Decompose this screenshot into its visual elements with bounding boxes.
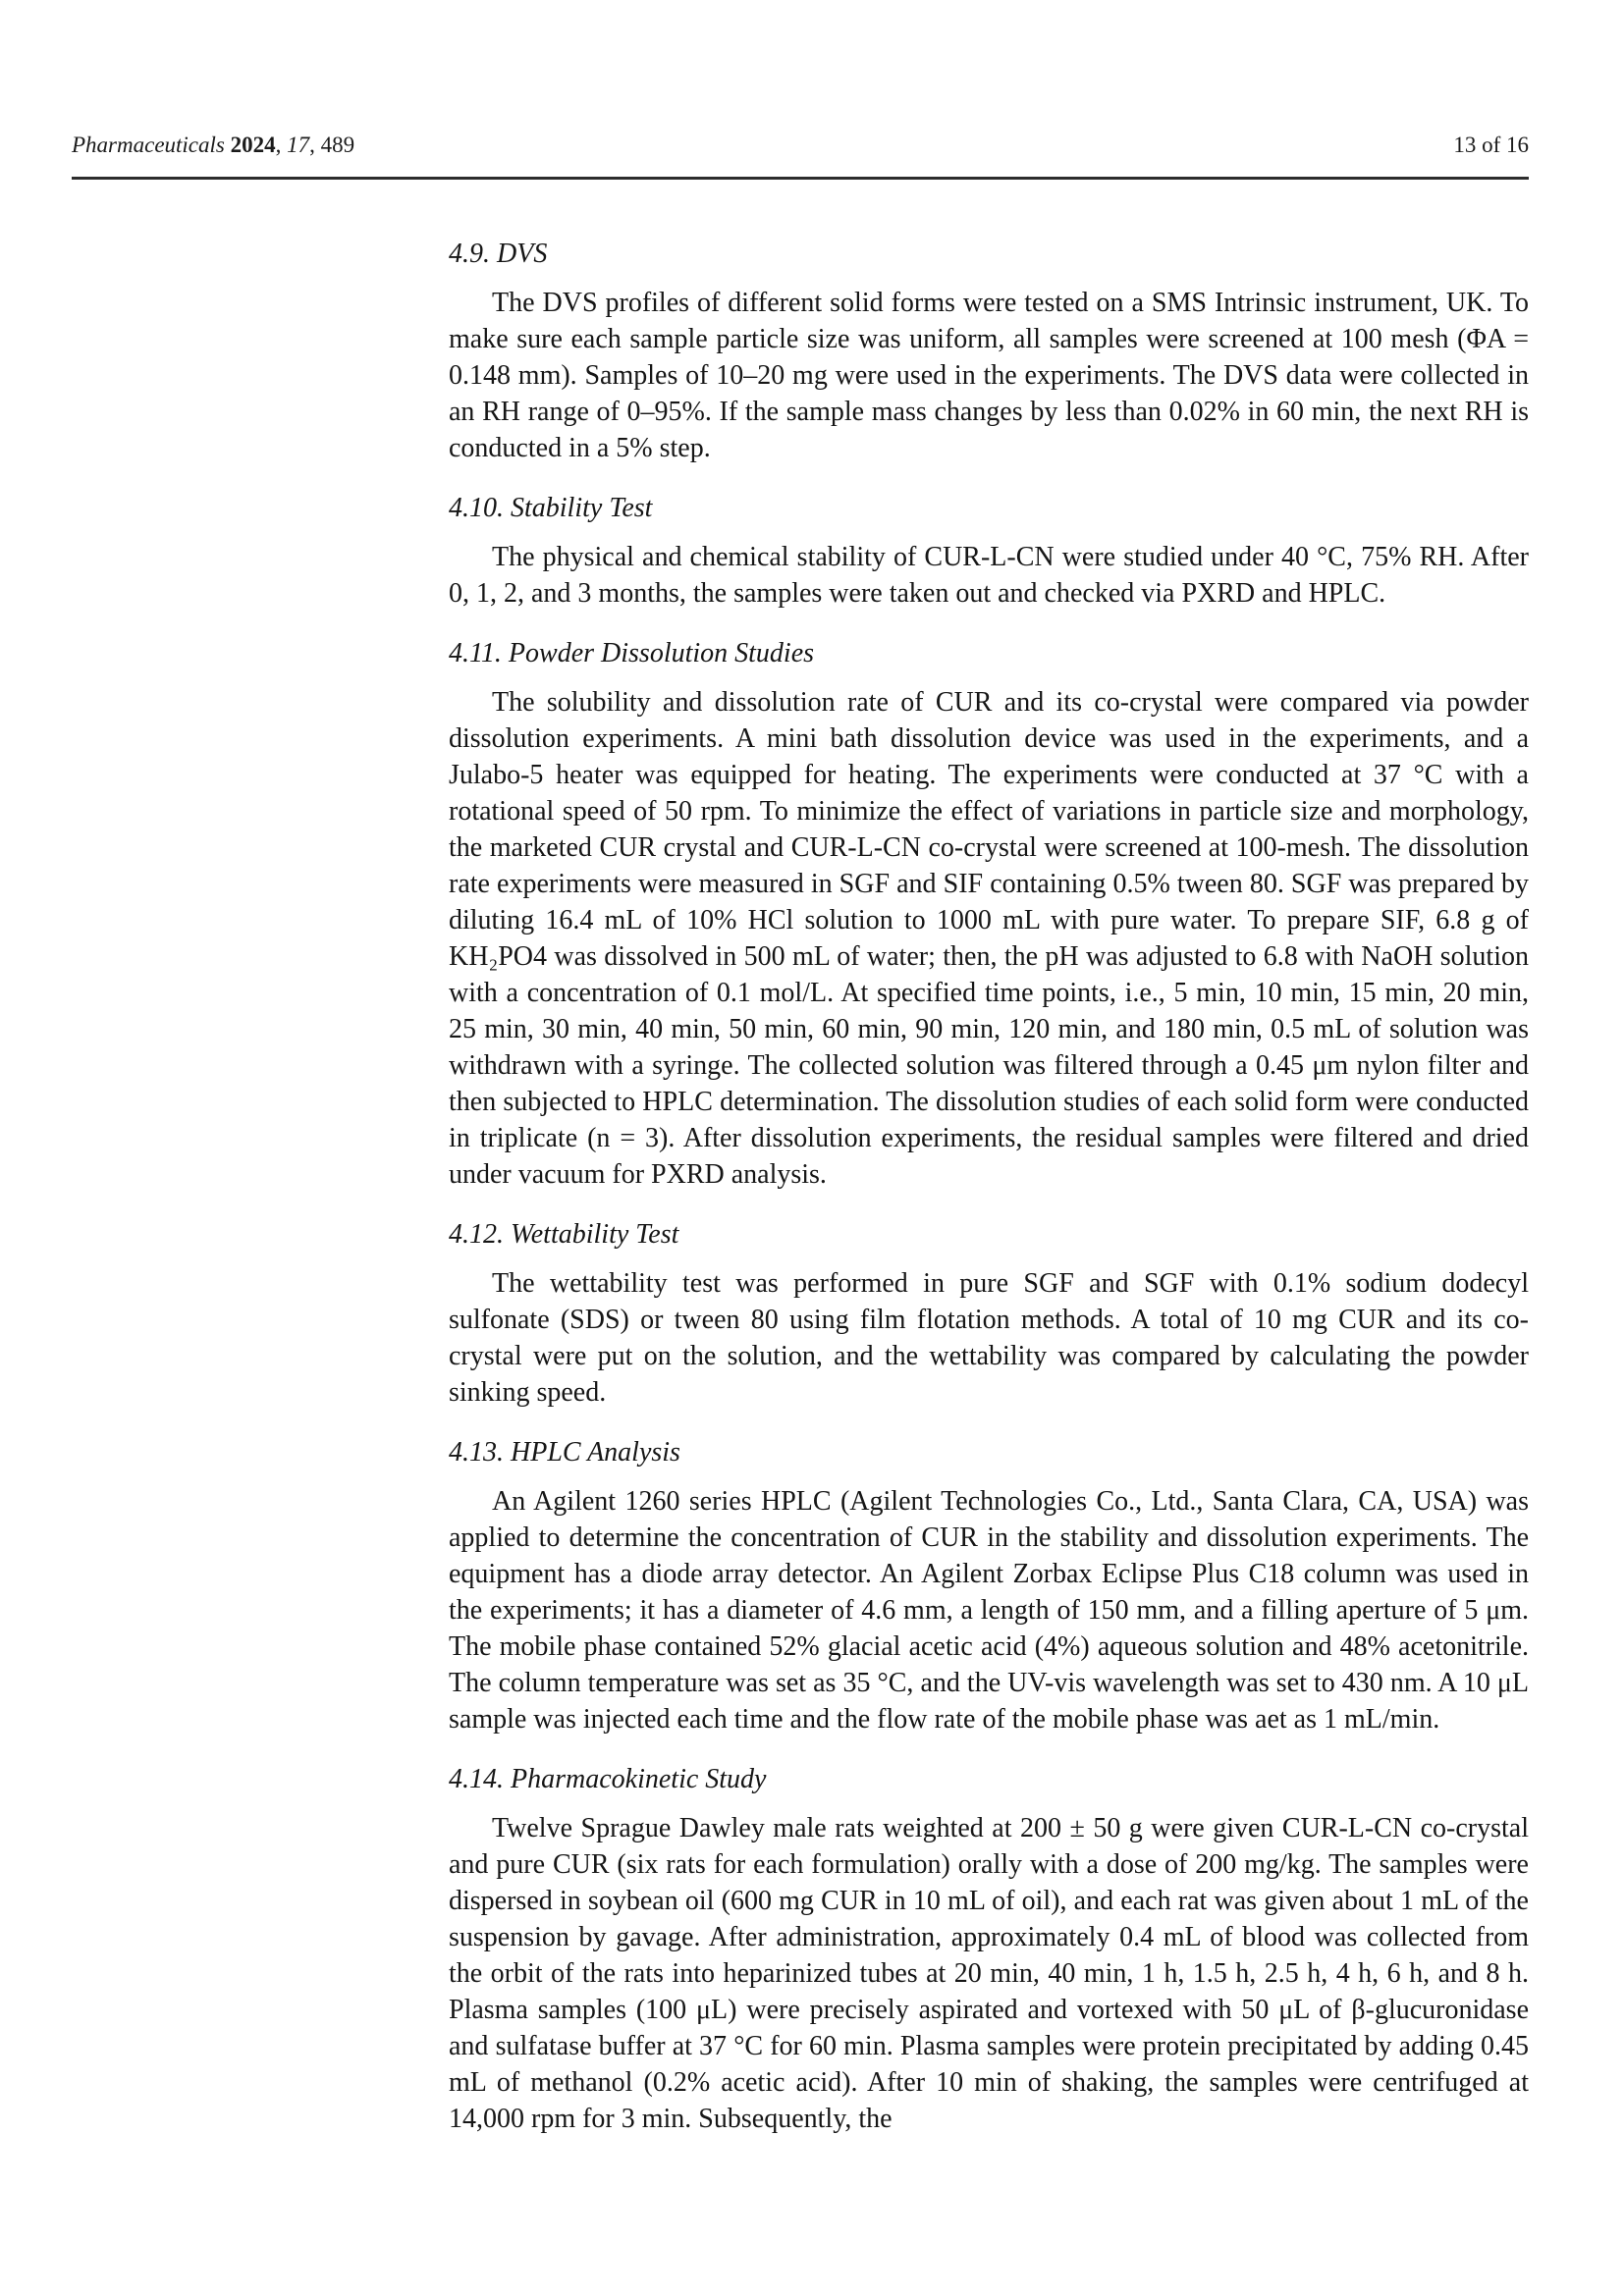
- section-heading: 4.14. Pharmacokinetic Study: [449, 1764, 767, 1794]
- section-paragraph: The wettability test was performed in pure SGF and SGF with 0.1% sodium dodecyl sulfonate (SDS) or tween 80 using film flotation methods. A total of 10 mg CUR and its co-crystal were put on the solution, and the wettability was compared by calculating the powder sinking speed.: [449, 1268, 1529, 1408]
- separator: ,: [275, 133, 288, 157]
- journal-year: 2024: [230, 133, 276, 157]
- section-paragraph: An Agilent 1260 series HPLC (Agilent Technologies Co., Ltd., Santa Clara, CA, USA) was applied to determine the concentration of CUR in the stability and dissolution experiments. The equipment has a diode array detector. An Agilent Zorbax Eclipse Plus C18 column was used in the experiments; it has a diameter of 4.6 mm, a length of 150 mm, and a filling aperture of 5 μm. The mobile phase contained 52% glacial acetic acid (4%) aqueous solution and 48% acetonitrile. The column temperature was set as 35 °C, and the UV-vis wavelength was set to 430 nm. A 10 μL sample was injected each time and the flow rate of the mobile phase was aet as 1 mL/min.: [449, 1486, 1529, 1735]
- section-heading: 4.9. DVS: [449, 239, 548, 269]
- section-4-12-wettability-test: [449, 1216, 1529, 1411]
- section-4-10-stability-test: [449, 490, 1529, 612]
- section-paragraph: The DVS profiles of different solid forms were tested on a SMS Intrinsic instrument, UK. To make sure each sample particle size was uniform, all samples were screened at 100 mesh (ΦA = 0.148 mm). Samples of 10–20 mg were used in the experiments. The DVS data were collected in an RH range of 0–95%. If the sample mass changes by less than 0.02% in 60 min, the next RH is conducted in a 5% step.: [449, 288, 1529, 463]
- section-heading: 4.13. HPLC Analysis: [449, 1437, 680, 1468]
- separator: ,: [309, 133, 321, 157]
- article-number: 489: [320, 133, 355, 157]
- section-paragraph: The solubility and dissolution rate of CUR and its co-crystal were compared via powder dissolution experiments. A mini bath dissolution device was used in the experiments, and a Julabo-5 heater was equipped for heating. The experiments were conducted at 37 °C with a rotational speed of 50 rpm. To minimize the effect of variations in particle size and morphology, the marketed CUR crystal and CUR-L-CN co-crystal were screened at 100-mesh. The dissolution rate experiments were measured in SGF and SIF containing 0.5% tween 80. SGF was prepared by diluting 16.4 mL of 10% HCl solution to 1000 mL with pure water. To prepare SIF, 6.8 g of KH₂PO4 was dissolved in 500 mL of water; then, the pH was adjusted to 6.8 with NaOH solution with a concentration of 0.1 mol/L. At specified time points, i.e., 5 min, 10 min, 15 min, 20 min, 25 min, 30 min, 40 min, 50 min, 60 min, 90 min, 120 min, and 180 min, 0.5 mL of solution was withdrawn with a syringe. The collected solution was filtered through a 0.45 μm nylon filter and then subjected to HPLC determination. The dissolution studies of each solid form were conducted in triplicate (n = 3). After dissolution experiments, the residual samples were filtered and dried under vacuum for PXRD analysis.: [449, 687, 1529, 1190]
- section-heading: 4.12. Wettability Test: [449, 1219, 679, 1250]
- header-rule: [72, 177, 1529, 180]
- section-paragraph: The physical and chemical stability of CUR-L-CN were studied under 40 °C, 75% RH. After 0, 1, 2, and 3 months, the samples were taken out and checked via PXRD and HPLC.: [449, 542, 1529, 609]
- section-4-9-dvs: [449, 236, 1529, 466]
- running-head: [72, 132, 1529, 159]
- section-4-14-pharmacokinetic-study: [449, 1761, 1529, 2137]
- journal-volume: 17: [287, 133, 310, 157]
- section-4-11-powder-dissolution-studies: [449, 635, 1529, 1193]
- section-heading: 4.10. Stability Test: [449, 493, 653, 523]
- section-4-13-hplc-analysis: [449, 1434, 1529, 1737]
- journal-name: Pharmaceuticals: [72, 133, 225, 157]
- section-paragraph: Twelve Sprague Dawley male rats weighted at 200 ± 50 g were given CUR-L-CN co-crystal and pure CUR (six rats for each formulation) orally with a dose of 200 mg/kg. The samples were dispersed in soybean oil (600 mg CUR in 10 mL of oil), and each rat was given about 1 mL of the suspension by gavage. After administration, approximately 0.4 mL of blood was collected from the orbit of the rats into heparinized tubes at 20 min, 40 min, 1 h, 1.5 h, 2.5 h, 4 h, 6 h, and 8 h. Plasma samples (100 μL) were precisely aspirated and vortexed with 50 μL of β-glucuronidase and sulfatase buffer at 37 °C for 60 min. Plasma samples were protein precipitated by adding 0.45 mL of methanol (0.2% acetic acid). After 10 min of shaking, the samples were centrifuged at 14,000 rpm for 3 min. Subsequently, the: [449, 1813, 1529, 2134]
- article-body: [449, 236, 1529, 2137]
- journal-citation: [72, 132, 354, 159]
- page-number: 13 of 16: [1453, 133, 1529, 157]
- section-heading: 4.11. Powder Dissolution Studies: [449, 638, 815, 668]
